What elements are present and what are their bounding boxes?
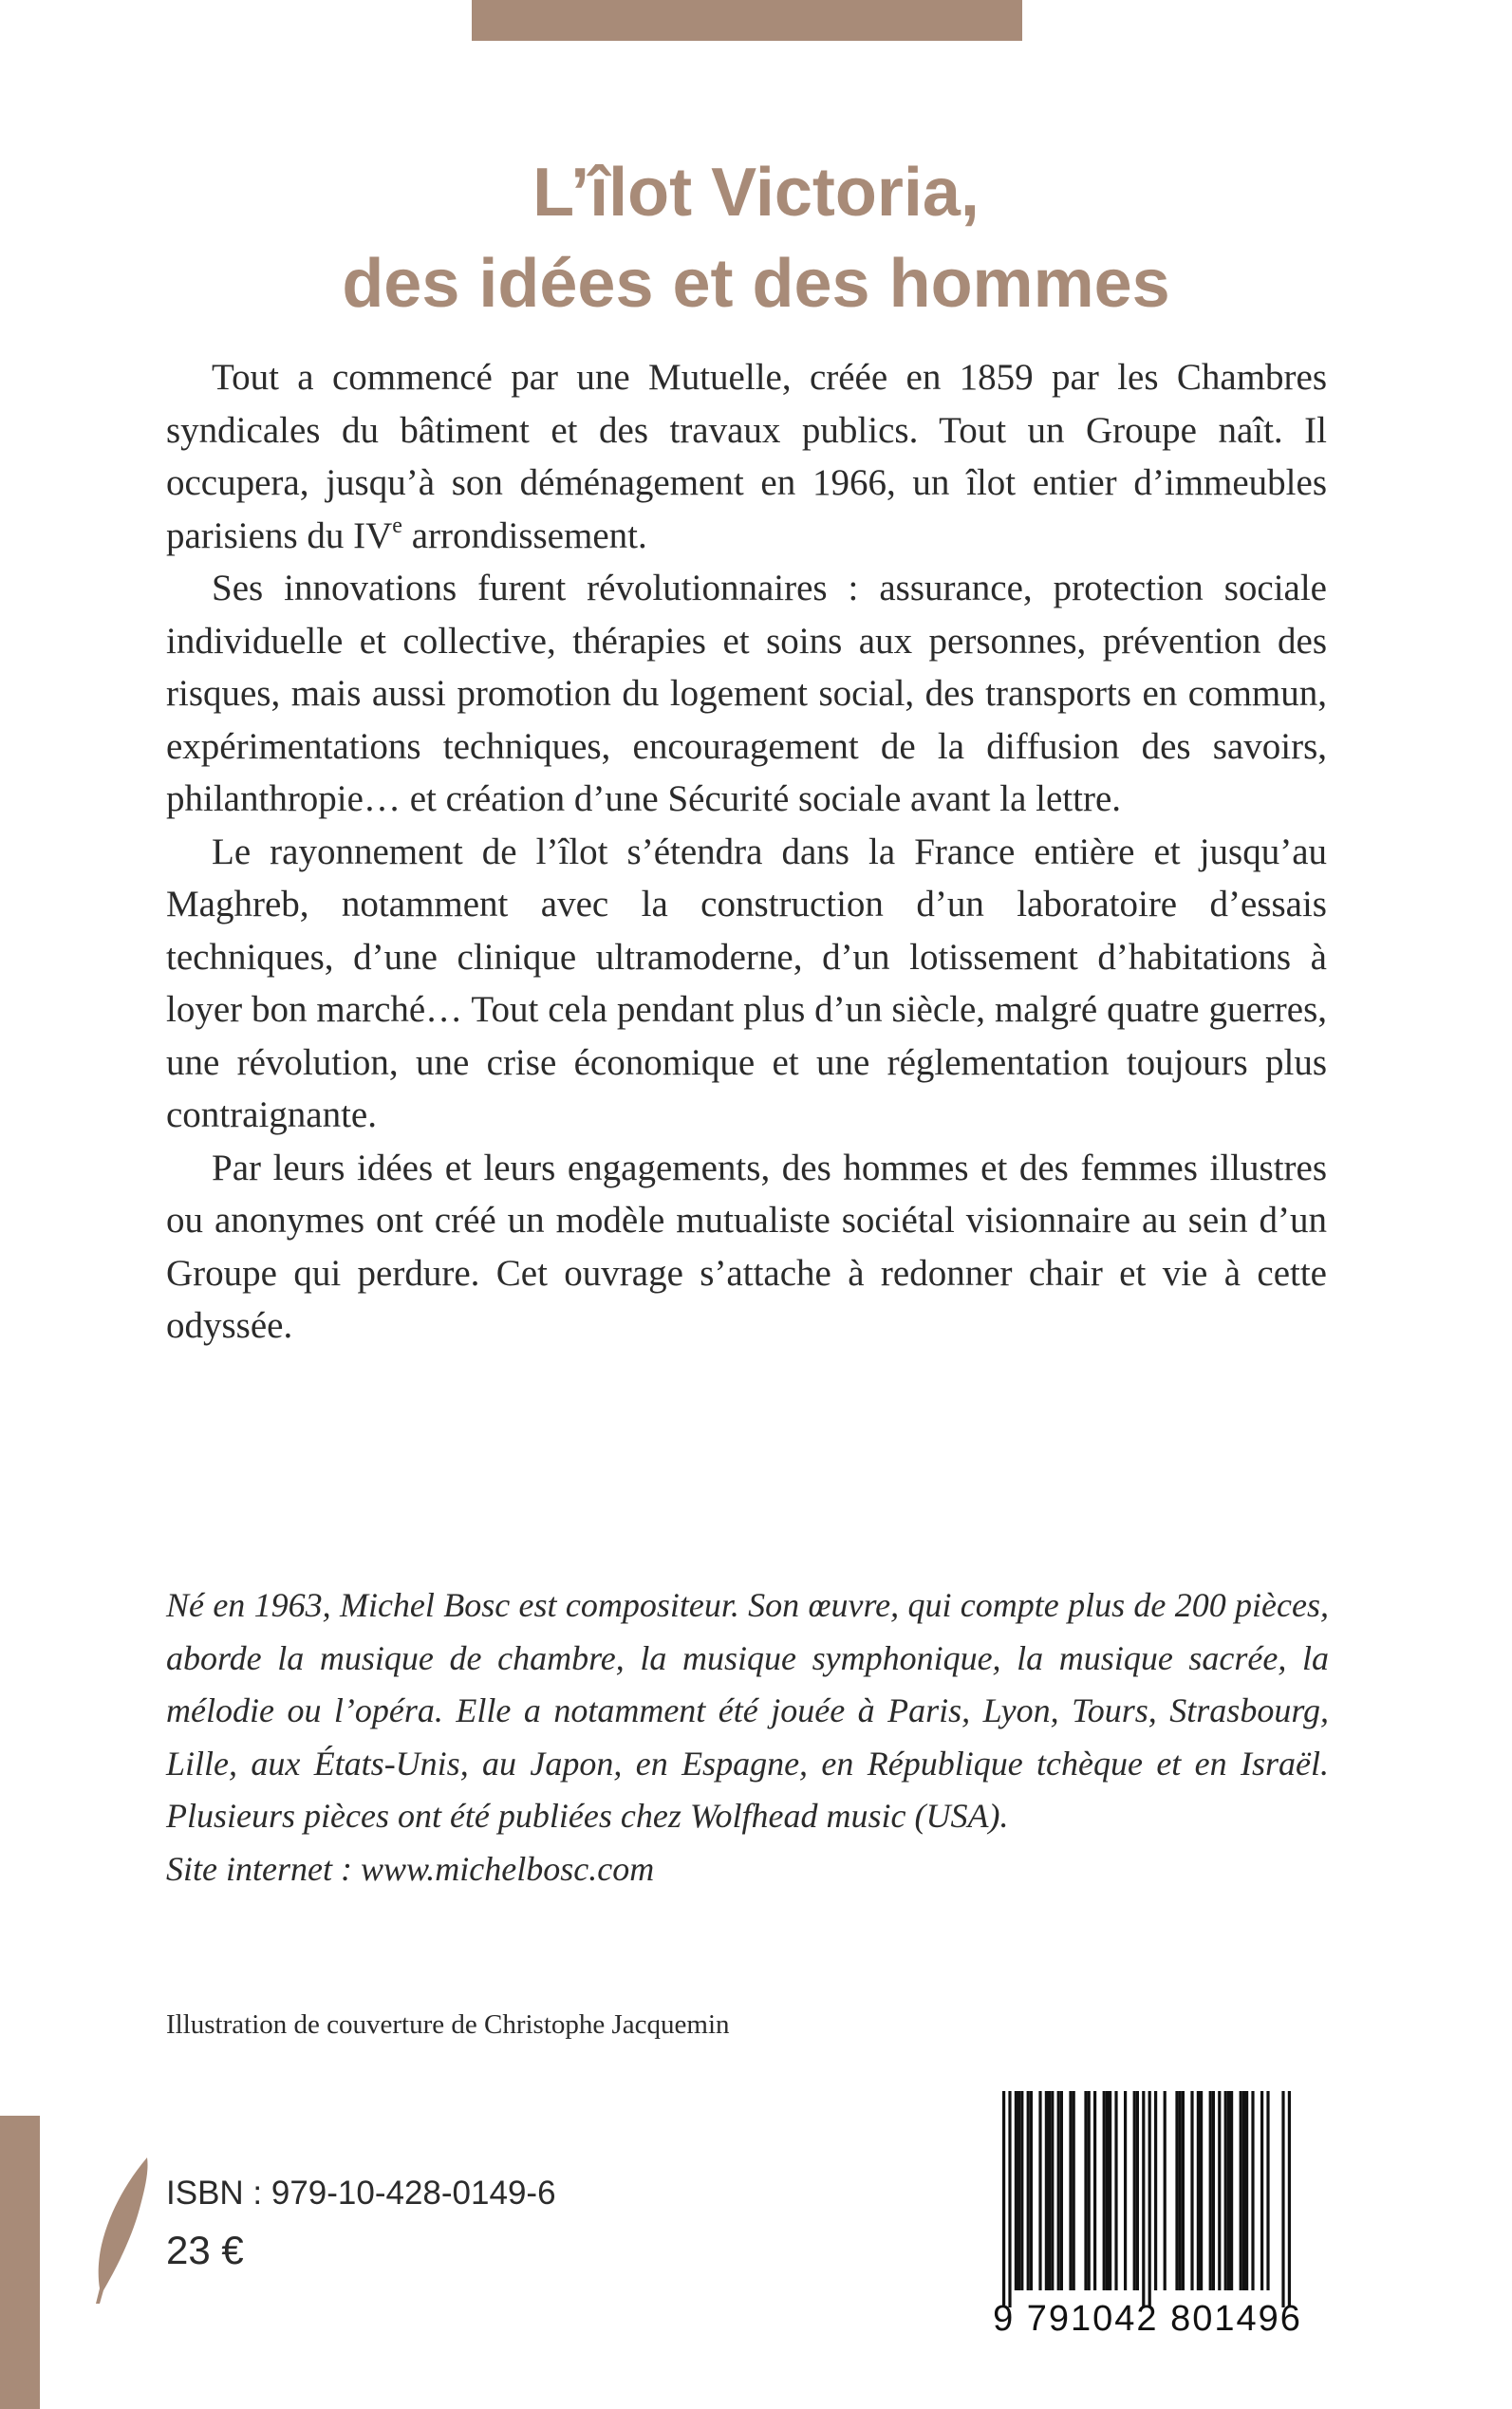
barcode-bar	[1048, 2091, 1051, 2290]
barcode-bar	[1045, 2091, 1048, 2290]
barcode-bar	[1227, 2091, 1230, 2290]
barcode-bar	[1182, 2091, 1185, 2290]
barcode-bar	[1218, 2091, 1221, 2290]
barcode-bar	[1164, 2091, 1167, 2290]
barcode-bar	[1190, 2091, 1193, 2290]
barcode-bar	[1114, 2091, 1117, 2290]
barcode-digits: 9 791042 801496	[993, 2299, 1302, 2339]
barcode-bar	[1124, 2091, 1127, 2290]
barcode-bar	[1093, 2091, 1096, 2290]
barcode-bar	[1020, 2091, 1023, 2290]
author-website: Site internet : www.michelbosc.com	[166, 1849, 655, 1888]
barcode-bar	[1027, 2091, 1030, 2290]
barcode-bar	[1148, 2091, 1151, 2307]
barcode-bar	[1197, 2091, 1200, 2290]
barcode-bar	[1038, 2091, 1041, 2290]
barcode-bar	[1133, 2091, 1136, 2290]
summary-paragraph-2: Ses innovations furent révolutionnaires : assurance, protection sociale individuelle et collective, thérapies et soins aux personnes, prévention des risques, mais aussi promotion du logement social, des transports en commun, expérimentations techniques, encouragement de la diffusion des savoirs, philanthropie… et création d’une Sécurité sociale avant la lettre.	[166, 568, 1327, 819]
barcode-bar	[1245, 2091, 1248, 2290]
author-bio	[166, 1579, 1329, 1895]
barcode-icon	[983, 2091, 1312, 2309]
barcode-bar	[1209, 2091, 1212, 2290]
barcode-bar	[1154, 2091, 1157, 2290]
top-color-bar	[472, 0, 1022, 41]
barcode-bar	[1057, 2091, 1060, 2290]
barcode-bar	[1142, 2091, 1145, 2307]
barcode-bar	[1240, 2091, 1242, 2290]
title-line-2: des idées et des hommes	[342, 246, 1170, 322]
barcode-bar	[1281, 2091, 1284, 2307]
feather-icon	[88, 2154, 153, 2306]
barcode-bar	[1251, 2091, 1254, 2290]
book-title	[0, 147, 1512, 329]
barcode-bar	[1175, 2091, 1178, 2290]
summary-p1-superscript: e	[392, 513, 402, 538]
barcode-bar	[1260, 2091, 1263, 2290]
barcode-bar	[1015, 2091, 1017, 2290]
barcode-bar	[1288, 2091, 1291, 2307]
barcode-bar	[1109, 2091, 1111, 2290]
barcode-bar	[1084, 2091, 1087, 2290]
summary-paragraph-3: Le rayonnement de l’îlot s’étendra dans la France entière et jusqu’au Maghreb, notamment avec la construction d’un laboratoire d’essais techniques, d’une clinique ultramoderne, d’un lotissement d’habitations à loyer bon marché… Tout cela pendant plus d’un siècle, malgré quatre guerres, une révolution, une crise économique et une réglementation toujours plus contraignante.	[166, 831, 1327, 1135]
barcode-bar	[1103, 2091, 1106, 2290]
barcode-bar	[1200, 2091, 1203, 2290]
barcode-bar	[1017, 2091, 1020, 2290]
summary-paragraph-1	[166, 351, 1327, 562]
barcode-bar	[1008, 2091, 1011, 2307]
summary-p1-text: Tout a commencé par une Mutuelle, créée en 1859 par les Chambres syndicales du bâtiment et des travaux publics. Tout un Groupe naît. Il occupera, jusqu’à son déménagement en 1966, un îlot entier d’immeubles parisiens du IV	[166, 357, 1327, 556]
barcode-bar	[1106, 2091, 1109, 2290]
barcode	[966, 2087, 1329, 2347]
barcode-bar	[1224, 2091, 1227, 2290]
price: 23 €	[166, 2228, 244, 2272]
cover-illustration-credit: Illustration de couverture de Christophe Jacquemin	[166, 2009, 730, 2040]
title-line-1: L’îlot Victoria,	[532, 155, 980, 231]
barcode-bar	[1002, 2091, 1005, 2307]
summary-paragraph-4: Par leurs idées et leurs engagements, des hommes et des femmes illustres ou anonymes ont créé un modèle mutualiste sociétal visionnaire au sein d’un Groupe qui perdure. Cet ouvrage s’attache à redonner chair et vie à cette odyssée.	[166, 1147, 1327, 1346]
summary-p1-end: arrondissement.	[401, 514, 647, 556]
barcode-bar	[1030, 2091, 1033, 2290]
barcode-bar	[1051, 2091, 1054, 2290]
left-color-bar	[0, 2116, 40, 2409]
barcode-bar	[1266, 2091, 1269, 2290]
barcode-bar	[1242, 2091, 1245, 2290]
isbn: ISBN : 979-10-428-0149-6	[166, 2175, 556, 2212]
barcode-bar	[1230, 2091, 1233, 2290]
barcode-bar	[1060, 2091, 1063, 2290]
barcode-bar	[1212, 2091, 1215, 2290]
author-bio-text: Né en 1963, Michel Bosc est compositeur. Son œuvre, qui compte plus de 200 pièces, aborde la musique de chambre, la musique symphonique, la musique sacrée, la mélodie ou l’opéra. Elle a notamment été jouée à Paris, Lyon, Tours, Strasbourg, Lille, aux États-Unis, au Japon, en Espagne, en République tchèque et en Israël. Plusieurs pièces ont été publiées chez Wolfhead music (USA).	[166, 1586, 1329, 1835]
barcode-bar	[1069, 2091, 1072, 2290]
barcode-bar	[1088, 2091, 1091, 2290]
back-cover-summary	[166, 351, 1327, 1353]
barcode-bar	[1179, 2091, 1182, 2290]
barcode-bar	[1073, 2091, 1075, 2290]
barcode-bar	[1136, 2091, 1139, 2290]
